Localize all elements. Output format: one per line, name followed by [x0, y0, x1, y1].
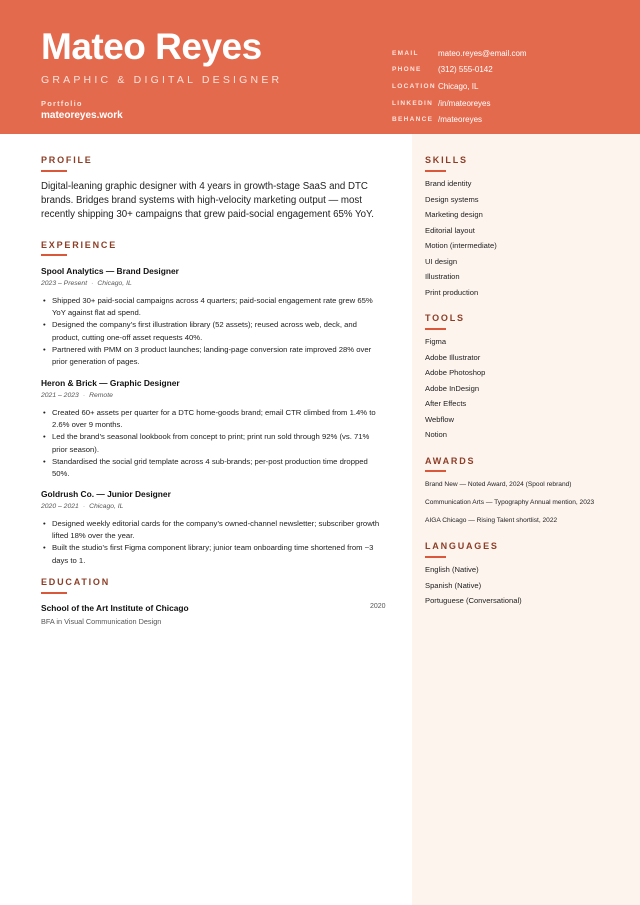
award-item: Communication Arts — Typography Annual mention, 2023	[425, 499, 595, 506]
contact-behance	[392, 111, 527, 128]
tool-item: Webflow	[425, 414, 454, 424]
tool-item: Figma	[425, 337, 447, 346]
email-link[interactable]: mateo.reyes@email.com	[438, 48, 527, 58]
education-degree: BFA in Visual Communication Design	[41, 617, 162, 626]
job-dates: 2021 – 2023	[41, 392, 79, 399]
bullet-item: • Designed weekly editorial cards for the company’s owned-channel newsletter; subscriber growth lifted 18% over the year.	[41, 518, 386, 542]
meta-separator: ·	[82, 392, 86, 399]
behance-link[interactable]: /mateoreyes	[438, 115, 483, 125]
contact-label: PHONE	[392, 66, 422, 74]
awards-heading: AWARDS	[425, 456, 476, 466]
award-item: Brand New — Noted Award, 2024 (Spool rebrand)	[425, 481, 572, 488]
contact-phone	[392, 62, 527, 79]
contact-list	[392, 45, 527, 128]
language-item: Spanish (Native)	[425, 580, 482, 590]
education-school: School of the Art Institute of Chicago	[41, 603, 189, 613]
job-title: Spool Analytics — Brand Designer	[41, 266, 179, 276]
contact-label: BEHANCE	[392, 116, 434, 124]
education-heading: EDUCATION	[41, 577, 111, 587]
section-divider	[41, 170, 67, 172]
experience-heading: EXPERIENCE	[41, 240, 118, 250]
candidate-name: Mateo Reyes	[41, 26, 262, 67]
job-dates: 2023 – Present	[41, 280, 88, 287]
job-bullets	[41, 295, 386, 368]
job-title: Heron & Brick — Graphic Designer	[41, 378, 180, 388]
candidate-title: GRAPHIC & DIGITAL DESIGNER	[41, 74, 283, 86]
job-meta	[41, 503, 123, 510]
job-title: Goldrush Co. — Junior Designer	[41, 489, 171, 499]
contact-linkedin	[392, 95, 527, 112]
location-value: Chicago, IL	[438, 81, 479, 91]
education-year: 2020	[370, 603, 386, 610]
language-item: English (Native)	[425, 565, 479, 574]
job-bullets	[41, 407, 386, 480]
job-dates: 2020 – 2021	[41, 503, 79, 510]
skills-heading: SKILLS	[425, 155, 468, 165]
skill-item: Print production	[425, 287, 479, 297]
contact-label: LINKEDIN	[392, 99, 434, 107]
contact-location	[392, 78, 527, 95]
tools-list	[425, 334, 485, 443]
tool-item: After Effects	[425, 399, 467, 408]
skills-list	[425, 176, 497, 300]
section-divider	[41, 254, 67, 256]
profile-summary: Digital-leaning graphic designer with 4 years in growth-stage SaaS and DTC brands. Bridges brand systems with high-velocity marketing output — most recently shipping 30+ campaigns that grew paid-social engagement 65% YoY.	[41, 181, 374, 220]
phone-value: (312) 555-0142	[438, 65, 493, 75]
section-divider	[41, 592, 67, 594]
meta-separator: ·	[91, 280, 94, 287]
skill-item: Editorial layout	[425, 225, 475, 235]
award-item: AIGA Chicago — Rising Talent shortlist, 2022	[425, 517, 558, 524]
skill-item: Illustration	[425, 272, 460, 281]
job-location: Remote	[89, 392, 113, 399]
job-meta	[41, 280, 132, 287]
tool-item: Adobe InDesign	[425, 383, 480, 393]
job-location: Chicago, IL	[97, 280, 132, 287]
tool-item: Notion	[425, 430, 447, 439]
tool-item: Adobe Photoshop	[425, 368, 486, 377]
section-divider	[425, 170, 446, 172]
language-item: Portuguese (Conversational)	[425, 596, 522, 605]
meta-separator: ·	[82, 503, 86, 510]
contact-label: EMAIL	[392, 49, 419, 57]
contact-label: LOCATION	[392, 82, 436, 90]
job-location: Chicago, IL	[89, 503, 124, 510]
section-divider	[425, 556, 446, 558]
skill-item: Marketing design	[425, 210, 483, 219]
bullet-item: • Led the brand’s seasonal lookbook from concept to print; print run sold through 92% (vs. 71% prior season).	[41, 431, 386, 455]
skill-item: Brand identity	[425, 179, 472, 188]
tools-heading: TOOLS	[425, 313, 465, 323]
languages-heading: LANGUAGES	[425, 541, 499, 551]
section-divider	[425, 470, 446, 472]
resume-header	[0, 0, 640, 134]
linkedin-link[interactable]: /in/mateoreyes	[438, 98, 491, 108]
skill-item: Motion (intermediate)	[425, 241, 497, 250]
bullet-item: • Standardised the social grid template across 4 sub-brands; per-post production time dropped 50%.	[41, 456, 386, 480]
portfolio-link[interactable]: mateoreyes.work	[41, 110, 123, 121]
tool-item: Adobe Illustrator	[425, 352, 481, 362]
bullet-item: • Shipped 30+ paid-social campaigns across 4 quarters; paid-social engagement rate grew 65% YoY against flat ad spend.	[41, 295, 386, 319]
bullet-item: • Designed the company’s first illustration library (52 assets); reused across web, deck, and product, cutting one-off asset requests 40%.	[41, 319, 386, 343]
job-meta	[41, 392, 113, 399]
awards-list	[425, 476, 594, 530]
bullet-item: • Created 60+ assets per quarter for a DTC home-goods brand; email CTR climbed from 1.4% to 2.6% over 9 months.	[41, 407, 386, 431]
languages-list	[425, 562, 522, 609]
section-divider	[425, 328, 446, 330]
portfolio-label: Portfolio	[41, 99, 83, 108]
skill-item: UI design	[425, 256, 458, 266]
profile-heading: PROFILE	[41, 155, 93, 165]
skill-item: Design systems	[425, 194, 479, 204]
contact-email	[392, 45, 527, 62]
bullet-item: • Built the studio’s first Figma component library; junior team onboarding time shortened from ~3 days to 1.	[41, 542, 386, 566]
job-bullets	[41, 518, 386, 567]
bullet-item: • Partnered with PMM on 3 product launches; landing-page conversion rate improved 28% over prior generation of pages.	[41, 344, 386, 368]
